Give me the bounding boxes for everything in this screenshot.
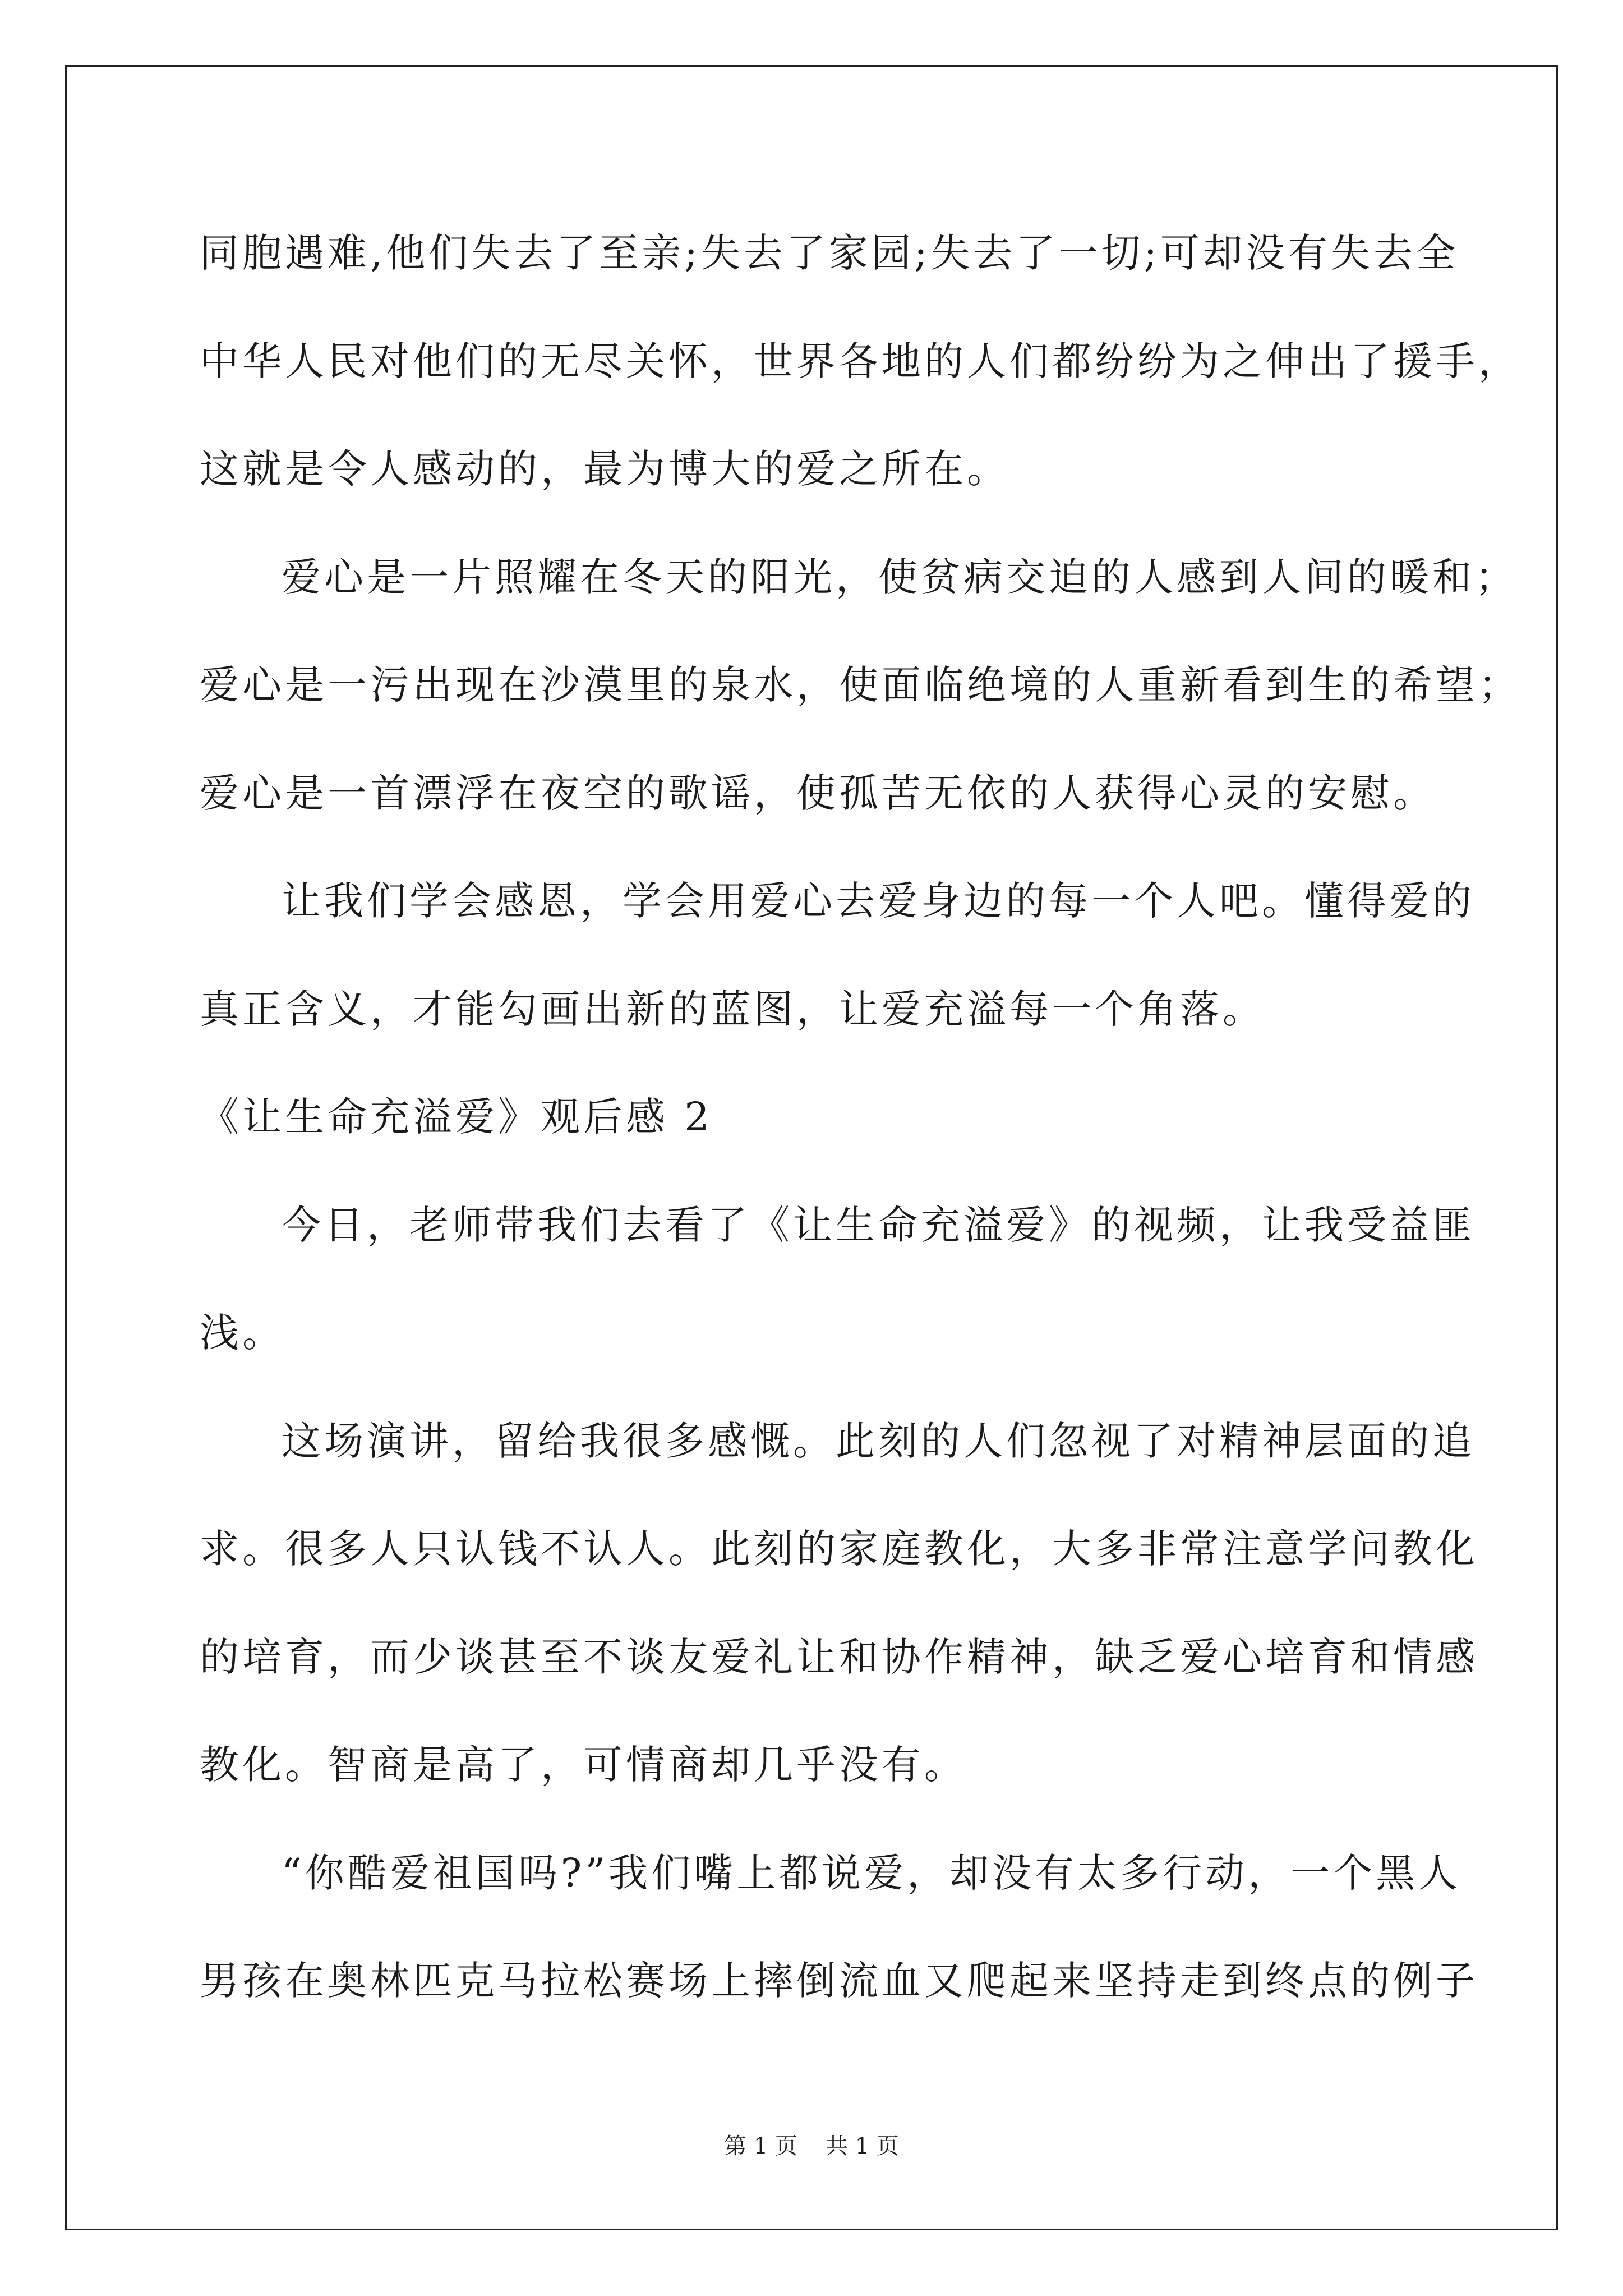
text-line: 爱心是一首漂浮在夜空的歌谣，使孤苦无依的人获得心灵的安慰。 (200, 770, 1436, 816)
page-footer (0, 2129, 1623, 2163)
text-line: 教化。智商是高了，可情商却几乎没有。 (200, 1742, 967, 1788)
text-line: 男孩在奥林匹克马拉松赛场上摔倒流血又爬起来坚持走到终点的例子 (200, 1958, 1478, 2004)
page-number: 第 1 页 (724, 2133, 797, 2159)
text-line: 让我们学会感恩，学会用爱心去爱身边的每一个人吧。懂得爱的 (282, 878, 1475, 924)
text-line: 爱心是一污出现在沙漠里的泉水，使面临绝境的人重新看到生的希望； (200, 662, 1521, 708)
text-line: 爱心是一片照耀在冬天的阳光，使贫病交迫的人感到人间的暖和； (282, 554, 1518, 600)
text-line: 这场演讲，留给我很多感慨。此刻的人们忽视了对精神层面的追 (282, 1418, 1475, 1464)
text-line: 真正含义，才能勾画出新的蓝图，让爱充溢每一个角落。 (200, 986, 1265, 1032)
text-line: 求。很多人只认钱不认人。此刻的家庭教化，大多非常注意学问教化 (200, 1526, 1478, 1572)
text-line: 的培育，而少谈甚至不谈友爱礼让和协作精神，缺乏爱心培育和情感 (200, 1634, 1478, 1680)
text-line: 今日，老师带我们去看了《让生命充溢爱》的视频，让我受益匪 (282, 1202, 1475, 1248)
section-heading: 《让生命充溢爱》观后感 2 (200, 1094, 713, 1140)
text-line: “你酷爱祖国吗?”我们嘴上都说爱，却没有太多行动，一个黑人 (282, 1850, 1461, 1896)
page-total: 共 1 页 (826, 2133, 899, 2159)
text-line: 这就是令人感动的，最为博大的爱之所在。 (200, 446, 1009, 492)
text-line: 浅。 (200, 1310, 285, 1356)
text-line: 中华人民对他们的无尽关怀，世界各地的人们都纷纷为之伸出了援手， (200, 338, 1521, 384)
text-line: 同胞遇难,他们失去了至亲;失去了家园;失去了一切;可却没有失去全 (200, 230, 1459, 276)
